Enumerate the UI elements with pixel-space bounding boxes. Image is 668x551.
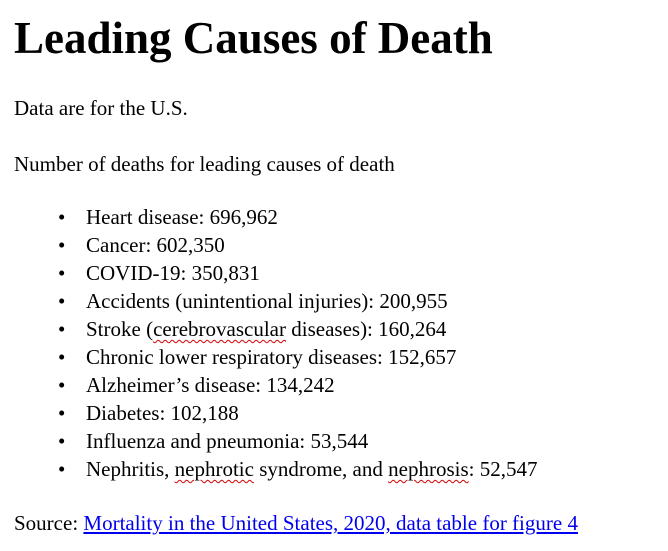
- source-link[interactable]: Mortality in the United States, 2020, data table for figure 4: [83, 511, 578, 535]
- bullet-icon: •: [58, 345, 66, 369]
- list-item: [14, 203, 537, 231]
- text-segment: diseases): 160,264: [286, 317, 447, 341]
- list-item-text: Chronic lower respiratory diseases: 152,657: [86, 345, 457, 369]
- list-item: [14, 315, 537, 343]
- source-label: Source:: [14, 511, 84, 535]
- text-segment: : 52,547: [468, 457, 538, 481]
- list-item-text: Heart disease: 696,962: [86, 205, 278, 229]
- list-item: [14, 287, 537, 315]
- source-line: [14, 511, 578, 535]
- list-item: [14, 343, 537, 371]
- list-item-text: [86, 457, 537, 481]
- list-item: [14, 259, 537, 287]
- list-item: [14, 231, 537, 259]
- intro-text: Data are for the U.S.: [14, 96, 188, 120]
- bullet-icon: •: [58, 401, 66, 425]
- list-item-text: Cancer: 602,350: [86, 233, 225, 257]
- page-title: Leading Causes of Death: [14, 13, 493, 63]
- misspelled-word[interactable]: nephrosis: [388, 457, 469, 481]
- text-segment: Nephritis,: [86, 457, 175, 481]
- text-segment: Stroke (: [86, 317, 154, 341]
- bullet-icon: •: [58, 317, 66, 341]
- list-item: [14, 427, 537, 455]
- list-item-text: Alzheimer’s disease: 134,242: [86, 373, 335, 397]
- bullet-icon: •: [58, 457, 66, 481]
- misspelled-word[interactable]: cerebrovascular: [153, 317, 286, 341]
- list-item: [14, 371, 537, 399]
- bullet-icon: •: [58, 233, 66, 257]
- causes-list: [14, 203, 537, 483]
- bullet-icon: •: [58, 261, 66, 285]
- list-heading: Number of deaths for leading causes of death: [14, 152, 395, 176]
- list-item-text: Accidents (unintentional injuries): 200,955: [86, 289, 448, 313]
- bullet-icon: •: [58, 289, 66, 313]
- list-item: [14, 455, 537, 483]
- bullet-icon: •: [58, 429, 66, 453]
- list-item: [14, 399, 537, 427]
- list-item-text: COVID-19: 350,831: [86, 261, 260, 285]
- list-item-text: Diabetes: 102,188: [86, 401, 239, 425]
- list-item-text: Influenza and pneumonia: 53,544: [86, 429, 369, 453]
- misspelled-word[interactable]: nephrotic: [174, 457, 254, 481]
- text-segment: syndrome, and: [253, 457, 389, 481]
- list-item-text: [86, 317, 446, 341]
- bullet-icon: •: [58, 373, 66, 397]
- bullet-icon: •: [58, 205, 66, 229]
